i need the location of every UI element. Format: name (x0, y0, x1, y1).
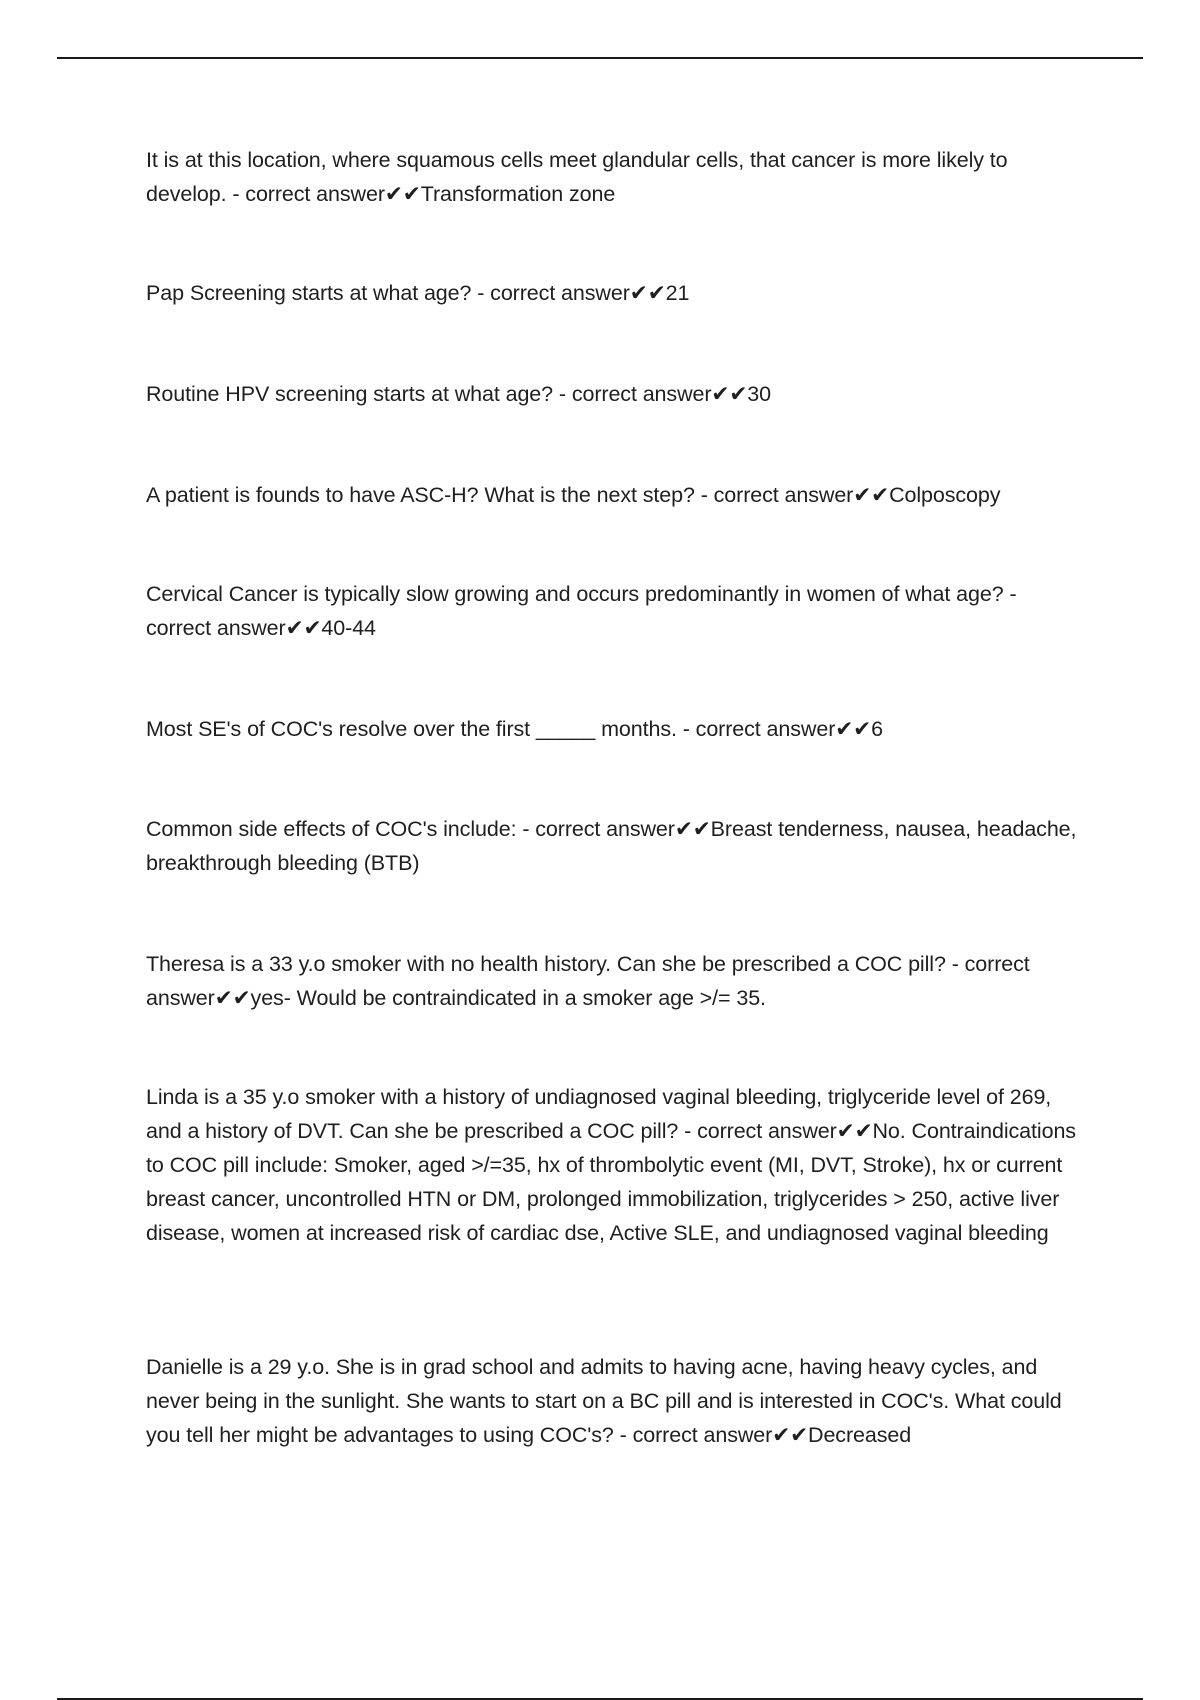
qa-card-2 (146, 276, 1086, 310)
answer-text: ✔✔Colposcopy (853, 483, 1001, 507)
qa-card-7 (146, 812, 1086, 880)
answer-text: ✔✔40-44 (285, 616, 376, 640)
header-rule (57, 57, 1143, 59)
qa-card-6 (146, 712, 1086, 746)
question-text: Theresa is a 33 y.o smoker with no health history. Can she be prescribed a COC pill? - correct answer (146, 952, 1030, 1010)
question-text: Routine HPV screening starts at what age? - correct answer (146, 382, 712, 406)
question-text: Common side effects of COC's include: - correct answer (146, 817, 675, 841)
qa-card-8 (146, 947, 1086, 1015)
qa-card-4 (146, 478, 1086, 512)
question-text: A patient is founds to have ASC-H? What is the next step? - correct answer (146, 483, 854, 507)
qa-card-5 (146, 577, 1086, 645)
qa-card-9 (146, 1080, 1086, 1250)
question-text: Cervical Cancer is typically slow growing and occurs predominantly in women of what age? - correct answer (146, 582, 1017, 640)
answer-text: ✔✔Decreased (772, 1423, 912, 1447)
answer-text: ✔✔6 (835, 717, 883, 741)
question-text: Most SE's of COC's resolve over the first _____ months. - correct answer (146, 717, 836, 741)
answer-text: ✔✔Transformation zone (384, 182, 616, 206)
qa-card-3 (146, 377, 1086, 411)
answer-text: ✔✔Breast tenderness, nausea, headache, breakthrough bleeding (BTB) (146, 817, 1077, 875)
question-text: Linda is a 35 y.o smoker with a history of undiagnosed vaginal bleeding, triglyceride level of 269, and a history of DVT. Can she be prescribed a COC pill? - correct answer (146, 1085, 1052, 1143)
question-text: Pap Screening starts at what age? - correct answer (146, 281, 630, 305)
answer-text: ✔✔yes- Would be contraindicated in a smoker age >/= 35. (214, 986, 766, 1010)
answer-text: ✔✔No. Contraindications to COC pill include: Smoker, aged >/=35, hx of thrombolytic event (MI, DVT, Stroke), hx or current breast cancer, uncontrolled HTN or DM, prolonged immobilization, triglycerides > 250, active liver disease, women at increased risk of cardiac dse, Active SLE, and undiagnosed vaginal bleeding (146, 1119, 1076, 1245)
answer-text: ✔✔21 (629, 281, 690, 305)
answer-text: ✔✔30 (711, 382, 771, 406)
qa-card-1 (146, 143, 1086, 211)
question-text: Danielle is a 29 y.o. She is in grad school and admits to having acne, having heavy cycles, and never being in the sunlight. She wants to start on a BC pill and is interested in COC's. What could you tell her might be advantages to using COC's? - correct answer (146, 1355, 1062, 1447)
qa-card-10 (146, 1350, 1086, 1452)
question-text: It is at this location, where squamous cells meet glandular cells, that cancer is more likely to develop. - correct answer (146, 148, 1008, 206)
